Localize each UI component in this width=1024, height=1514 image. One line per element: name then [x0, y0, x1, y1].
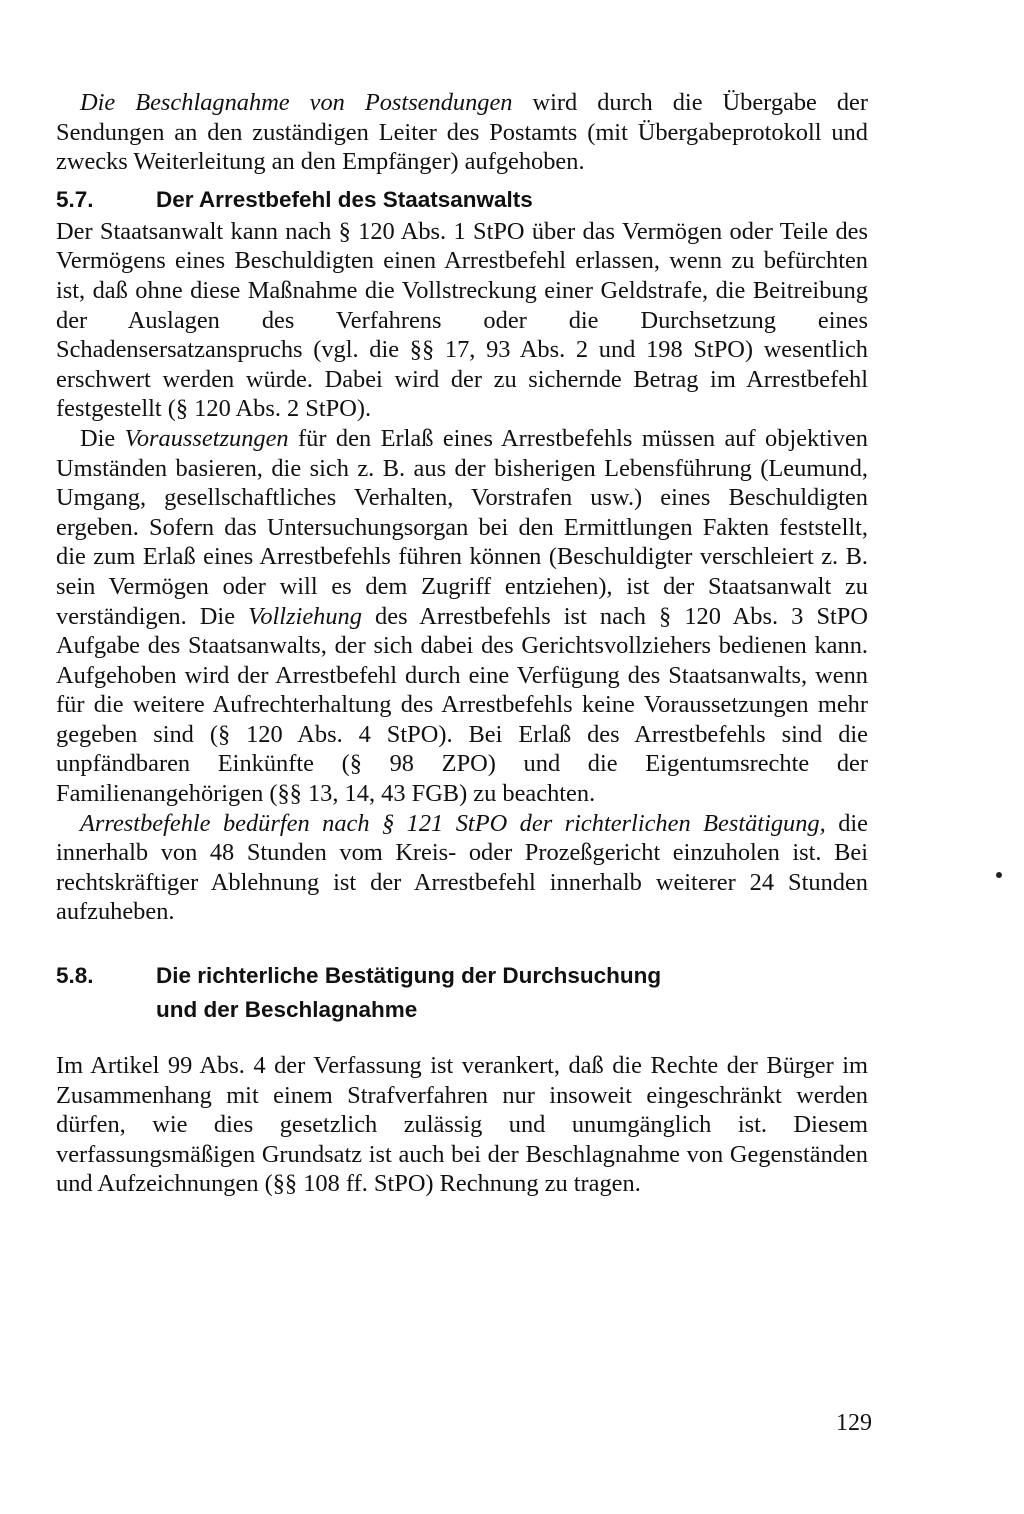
- p2-italic-vollziehung: Vollziehung: [248, 602, 362, 630]
- p3-text: die innerhalb von 48 Stunden vom Kreis- oder Prozeßgericht einzuholen ist. Bei rechtskräftiger Ablehnung ist der Arrestbefehl innerhalb weiterer 24 Stunden aufzuheben.: [56, 809, 868, 926]
- section-5-8-title-line-1: Die richterliche Bestätigung der Durchsuchung: [156, 963, 662, 989]
- p2-italic-voraussetzungen: Voraussetzungen: [124, 424, 289, 452]
- page-body: [56, 88, 868, 1199]
- section-5-8-number: 5.8.: [56, 963, 94, 989]
- section-5-8-title: [156, 959, 868, 1027]
- section-5-8-title-line-2: und der Beschlagnahme: [156, 997, 418, 1023]
- p2-text-e: des Arrestbefehls ist nach § 120 Abs. 3 StPO Aufgabe des Staatsanwalts, der sich dabei des Gerichtsvollziehers bedienen kann. Aufgehoben wird der Arrestbefehl durch eine Verfügung des Staatsanwalts, wenn für die weitere Aufrechterhaltung des Arrestbefehls keine Voraussetzungen mehr gegeben sind (§ 120 Abs. 4 StPO). Bei Erlaß des Arrestbefehls sind die unpfändbaren Einkünfte (§ 98 ZPO) und die Eigentumsrechte der Familienangehörigen (§§ 13, 14, 43 FGB) zu beachten.: [56, 602, 868, 808]
- section-5-8-paragraph-1: Im Artikel 99 Abs. 4 der Verfassung ist verankert, daß die Rechte der Bürger im Zusammenhang mit einem Strafverfahren nur insoweit eingeschränkt werden dürfen, wie dies gesetzlich zulässig und unumgänglich ist. Diesem verfassungsmäßigen Grundsatz ist auch bei der Beschlagnahme von Gegenständen und Aufzeichnungen (§§ 108 ff. StPO) Rechnung zu tragen.: [56, 1052, 868, 1198]
- section-5-8-heading: [56, 959, 868, 1027]
- section-5-7-heading: [56, 183, 868, 217]
- p2-text-c: für den Erlaß eines Arrestbefehls müssen auf objektiven Umständen basieren, die sich z. B. aus der bisherigen Lebensführung (Leumund, Umgang, gesellschaftliches Verhalten, Vorstrafen usw.) eines Beschuldigten ergeben. Sofern das Untersuchungsorgan bei den Ermittlungen Fakten feststellt, die zum Erlaß eines Arrestbefehls führen können (Beschuldigter verschleiert z. B. sein Vermögen oder will es dem Zugriff entziehen), ist der Staatsanwalt zu verständigen. Die: [56, 424, 868, 630]
- section-5-7-number: 5.7.: [56, 186, 94, 212]
- section-5-7-paragraph-1: Der Staatsanwalt kann nach § 120 Abs. 1 StPO über das Vermögen oder Teile des Vermögens eines Beschuldigten einen Arrestbefehl erlassen, wenn zu befürchten ist, daß ohne diese Maßnahme die Vollstreckung einer Geldstrafe, die Beitreibung der Auslagen des Verfahrens oder die Durchsetzung eines Schadensersatzanspruchs (vgl. die §§ 17, 93 Abs. 2 und 198 StPO) wesentlich erschwert werden würde. Dabei wird der zu sichernde Betrag im Arrestbefehl festgestellt (§ 120 Abs. 2 StPO).: [56, 217, 868, 423]
- p2-text-a: Die: [80, 424, 125, 452]
- section-5-7-paragraph-2: [56, 424, 868, 809]
- intro-paragraph: [56, 88, 868, 177]
- print-speck: [996, 872, 1002, 878]
- section-5-7-title: Der Arrestbefehl des Staatsanwalts: [156, 186, 533, 212]
- section-5-7-paragraph-3: [56, 809, 868, 927]
- intro-italic: Die Beschlagnahme von Postsendungen: [80, 89, 513, 116]
- page-number: 129: [836, 1410, 872, 1436]
- p3-italic: Arrestbefehle bedürfen nach § 121 StPO der richterlichen Bestätigung,: [80, 809, 826, 837]
- intro-text: wird durch die Übergabe der Sendungen an den zuständigen Leiter des Postamts (mit Übergabeprotokoll und zwecks Weiterleitung an den Empfänger) aufgehoben.: [56, 89, 868, 176]
